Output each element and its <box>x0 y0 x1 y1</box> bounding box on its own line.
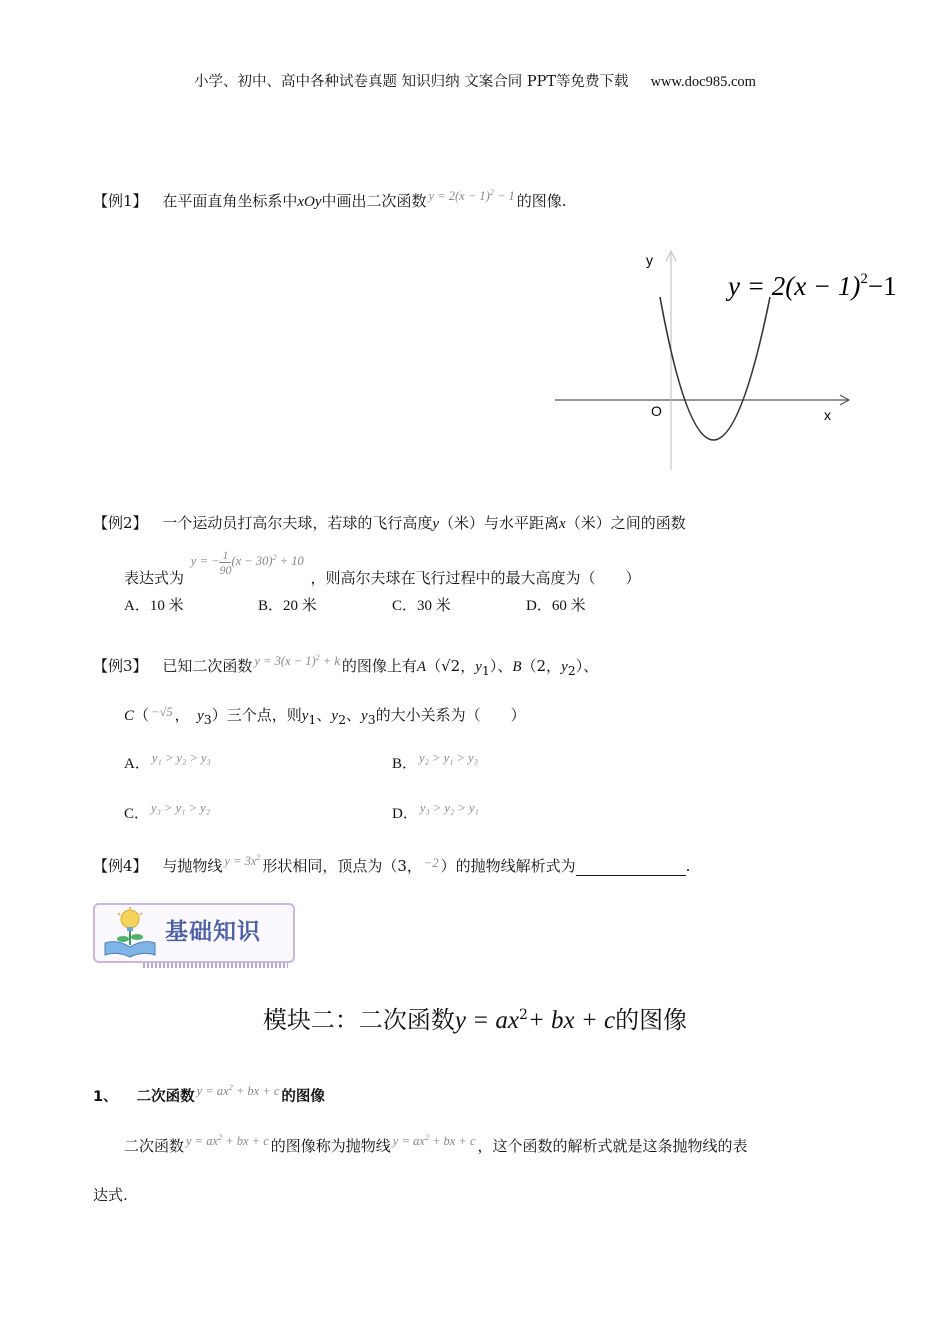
y-label: y <box>646 252 653 268</box>
ex3-option-c[interactable]: C． $^{y_3 > y_1 > y_2}$ <box>124 801 211 822</box>
ex1-text-c: 的图像. <box>516 192 567 210</box>
ex3-point-c: C <box>124 708 135 724</box>
ex3-option-b[interactable]: B． $^{y_2 > y_1 > y_3}$ <box>392 751 479 772</box>
ex2-line2-a: 表达式为 <box>124 569 185 588</box>
ex4-formula: y = 3x2 <box>224 852 261 868</box>
ex2-option-d[interactable]: D．60 米 <box>526 598 586 614</box>
ex3-line2-end: 的大小关系为（ ） <box>375 706 526 724</box>
para-formula-2: y = ax2 + bx + c <box>392 1132 476 1148</box>
para-c: ，这个函数的解析式就是这条抛物线的表 <box>477 1137 748 1155</box>
ex3-option-d[interactable]: D． $^{y_3 > y_2 > y_1}$ <box>392 801 479 822</box>
ex2-var-y: y <box>432 516 440 532</box>
ex2-option-a[interactable]: A．10 米 <box>124 598 184 614</box>
graph-svg <box>550 245 897 475</box>
ex3-option-a[interactable]: A． $^{y_1 > y_2 > y_3}$ <box>124 751 211 772</box>
ex3-point-c-x: −√5 <box>151 705 173 719</box>
basic-knowledge-badge <box>93 903 293 969</box>
example-1 <box>93 187 567 211</box>
ex2-line1-b: （米）与水平距离 <box>439 514 560 532</box>
module-title: 模块二：二次函数$y = ax^2+$ bx + c的图像 <box>262 1006 688 1034</box>
parabola-curve <box>660 297 770 440</box>
example-4: 【例4】 与抛物线 $^{y = 3x^2}$ 形状相同，顶点为（3， $^{-2}$ ）的抛物线解析式为 . <box>93 852 691 875</box>
para-formula-1: y = ax2 + bx + c <box>186 1132 269 1148</box>
ex2-fraction: $\frac{1}{90}$ <box>219 548 232 577</box>
parabola-graph <box>550 245 897 475</box>
ex2-option-c[interactable]: C．30 米 <box>392 598 451 614</box>
section-1-paragraph <box>124 1132 748 1156</box>
ex2-tag: 【例2】 <box>93 514 148 532</box>
ex4-tag: 【例4】 <box>93 857 148 875</box>
section-1-number: 1、 <box>93 1089 118 1105</box>
ex1-text-a: 在平面直角坐标系中 <box>162 192 298 210</box>
ex3-formula: y = 3(x − 1)2 + k <box>254 652 340 668</box>
ex2-var-x: x <box>559 516 566 532</box>
ex1-text-b: 中画出二次函数 <box>321 192 427 210</box>
ex2-line1-c: （米）之间的函数 <box>565 514 686 532</box>
ex2-option-b[interactable]: B．20 米 <box>258 598 317 614</box>
ex3-text-a: 已知二次函数 <box>162 657 253 675</box>
badge-label: 基础知识 <box>165 919 261 945</box>
para-b: 的图像称为抛物线 <box>270 1137 391 1155</box>
para-a: 二次函数 <box>124 1137 185 1155</box>
ex4-vertex-y: −2 <box>423 856 439 870</box>
module-formula: y = ax <box>454 1007 519 1034</box>
ex3-text-b: 的图像上有 <box>341 657 417 675</box>
section-1-title-a: 二次函数 <box>136 1089 195 1105</box>
ex4-text-c: ）的抛物线解析式为 <box>440 857 576 875</box>
ex3-line2-text: 三个点，则 <box>226 706 302 724</box>
ex1-formula: y = 2(x − 1)2 − 1 <box>428 187 515 203</box>
origin-label: O <box>651 403 662 419</box>
example-3: 【例3】 已知二次函数 $^{y = 3(x - 1)^2 + k}$ 的图像上有A（√2，$y_1$）、B（2，$y_2$）、 <box>93 652 599 678</box>
ex3-line2: C（ $^{-√5}$ ， $y_3$）三个点，则$y_1$、$y_2$、$y_3$的大小关系为（ ） <box>124 705 526 727</box>
ex2-line2-b: ，则高尔夫球在飞行过程中的最大高度为（ ） <box>310 569 641 588</box>
ex1-tag: 【例1】 <box>93 192 148 210</box>
ex3-point-a: A <box>416 659 427 675</box>
page-header <box>0 70 950 91</box>
ex3-point-a-x: √2 <box>441 657 461 675</box>
ex1-var: xOy <box>297 194 322 210</box>
section-1-title-b: 的图像 <box>281 1089 325 1105</box>
module-title-b: 的图像 <box>615 1006 688 1034</box>
example-2 <box>93 512 686 533</box>
section-1-formula: $y = ax^2$ + bx + c <box>196 1082 280 1098</box>
header-site[interactable]: www.doc985.com <box>650 74 756 90</box>
section-1-heading <box>93 1082 325 1106</box>
ex2-line1-a: 一个运动员打高尔夫球，若球的飞行高度 <box>162 514 433 532</box>
module-title-a: 模块二：二次函数 <box>262 1006 455 1034</box>
lightbulb-book-icon <box>101 907 159 959</box>
ex2-formula: y = − $\frac{1}{90}$ $(x - 30)^2 + 10$ <box>190 548 304 577</box>
ex4-answer-blank[interactable] <box>576 861 686 876</box>
badge-stripe <box>143 963 288 968</box>
graph-formula: $y = 2(x - 1)^2-1$ <box>728 271 897 301</box>
ex2-line2 <box>124 548 641 588</box>
ex4-text-a: 与抛物线 <box>162 857 223 875</box>
x-label: x <box>824 407 831 423</box>
ex3-tag: 【例3】 <box>93 657 148 675</box>
header-text: 小学、初中、高中各种试卷真题 知识归纳 文案合同 PPT等免费下载 <box>194 74 629 90</box>
module-formula-tail: + bx + c <box>527 1007 616 1034</box>
section-1-paragraph-end: 达式. <box>93 1186 128 1204</box>
ex4-text-b: 形状相同，顶点为（3， <box>262 857 422 875</box>
